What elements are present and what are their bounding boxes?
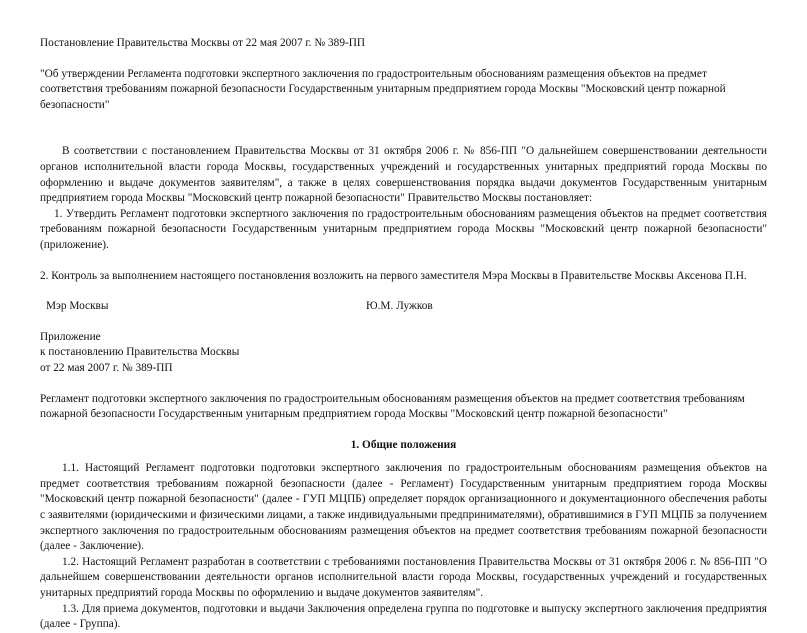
paragraph-1-1: 1.1. Настоящий Регламент подготовки подготовки экспертного заключения по градостроительным обоснованиям размещения объектов на предмет соответствия требованиям пожарной безопасности (далее - Регламент) Государственным унитарным предприятием города Москвы "Московский центр пожарной безопасности" (далее - ГУП МЦПБ) определяет порядок организационного и документационного обеспечения работы с заявителями (юридическими и физическими лицами, а также индивидуальными предпринимателями), обратившимися в ГУП МЦПБ за получением экспертного заключения по градостроительным обоснованиям размещения объектов на предмет соответствия требованиям пожарной безопасности (далее - Заключение). xyxy=(40,462,767,553)
appendix-line-3: от 22 мая 2007 г. № 389-ПП xyxy=(40,361,173,374)
appendix-line-2: к постановлению Правительства Москвы xyxy=(40,346,240,359)
preamble-paragraph: В соответствии с постановлением Правительства Москвы от 31 октября 2006 г. № 856-ПП "О дальнейшем совершенствовании деятельности органов исполнительной власти города Москвы, государственных учреждений и государственных унитарных предприятий города Москвы по оформлению и выдаче документов заявителям", а также в целях совершенствования порядка выдачи документов Государственным унитарным предприятием города Москвы "Московский центр пожарной безопасности" Правительство Москвы постановляет: xyxy=(40,145,767,205)
signature-name: Ю.М. Лужков xyxy=(366,300,433,313)
regulation-title: Регламент подготовки экспертного заключения по градостроительным обоснованиям размещения объектов на предмет соответствия требованиям пожарной безопасности Государственным унитарным предприятием города Москвы "Московский центр пожарной безопасности" xyxy=(40,392,745,421)
paragraph-1-2: 1.2. Настоящий Регламент разработан в соответствии с требованиями постановления Правительства Москвы от 31 октября 2006 г. № 856-ПП "О дальнейшем совершенствовании деятельности органов исполнительной власти города Москвы, государственных учреждений и государственных унитарных предприятий города Москвы по оформлению и выдаче документов заявителям". xyxy=(40,555,767,600)
item-2-paragraph: 2. Контроль за выполнением настоящего постановления возложить на первого заместителя Мэра Москвы в Правительстве Москвы Аксенова П.Н. xyxy=(40,269,747,282)
document-header: Постановление Правительства Москвы от 22 мая 2007 г. № 389-ПП xyxy=(40,37,366,49)
document-title: "Об утверждении Регламента подготовки экспертного заключения по градостроительным обоснованиям размещения объектов на предмет соответствия требованиям пожарной безопасности Государственным унитарным предприятием города Москвы "Московский центр пожарной безопасности" xyxy=(40,67,726,111)
signature-role: Мэр Москвы xyxy=(46,300,109,313)
section-1-heading: 1. Общие положения xyxy=(350,438,457,451)
appendix-line-1: Приложение xyxy=(40,330,101,343)
document-body xyxy=(40,36,767,633)
signature-block xyxy=(40,299,767,315)
item-1-paragraph: 1. Утвердить Регламент подготовки экспертного заключения по градостроительным обоснованиям размещения объектов на предмет соответствия требованиям пожарной безопасности Государственным унитарным предприятием города Москвы "Московский центр пожарной безопасности" (приложение). xyxy=(40,207,767,251)
paragraph-1-3: 1.3. Для приема документов, подготовки и выдачи Заключения определена группа по подготовке и выпуску экспертного заключения предприятия (далее - Группа). xyxy=(40,602,767,631)
appendix-block xyxy=(40,330,767,377)
